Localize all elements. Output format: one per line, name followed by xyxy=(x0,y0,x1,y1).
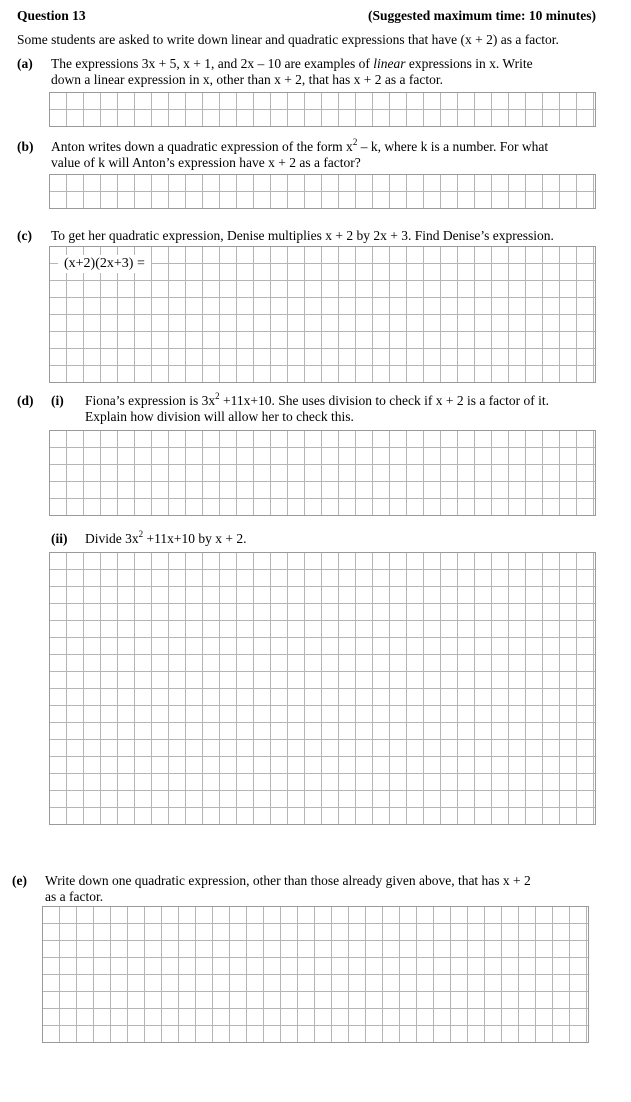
part-e-line2: as a factor. xyxy=(45,889,104,904)
answer-grid-b[interactable] xyxy=(49,174,596,209)
part-a-line2: down a linear expression in x, other than x + 2, that has x + 2 as a factor. xyxy=(51,72,444,87)
part-b-line2: value of k will Anton’s expression have x + 2 as a factor? xyxy=(51,155,361,170)
part-c-prefill: (x+2)(2x+3) = xyxy=(58,255,151,273)
part-a-label: (a) xyxy=(17,56,33,71)
part-c-line1: To get her quadratic expression, Denise multiplies x + 2 by 2x + 3. Find Denise’s expression. xyxy=(51,228,554,243)
answer-grid-d-i[interactable] xyxy=(49,430,596,516)
suggested-time: (Suggested maximum time: 10 minutes) xyxy=(368,8,596,23)
part-d-i-line2: Explain how division will allow her to check this. xyxy=(85,409,354,424)
part-a-line1: The expressions 3x + 5, x + 1, and 2x – 10 are examples of linear expressions in x. Write xyxy=(51,56,533,71)
part-d-i-label: (i) xyxy=(51,393,64,408)
part-e-line1: Write down one quadratic expression, other than those already given above, that has x + 2 xyxy=(45,873,531,888)
part-b-label: (b) xyxy=(17,139,34,154)
part-e-label: (e) xyxy=(12,873,27,888)
intro-text: Some students are asked to write down linear and quadratic expressions that have (x + 2) as a factor. xyxy=(17,32,559,47)
part-d-ii-line: Divide $3x^2 +11x+10$ by x + 2. xyxy=(85,529,247,546)
part-d-label: (d) xyxy=(17,393,34,408)
answer-grid-e[interactable] xyxy=(42,906,589,1043)
part-b-line1: Anton writes down a quadratic expression of the form $x^2$ – k, where k is a number. For what xyxy=(51,137,549,154)
part-d-i-line1: Fiona’s expression is $3x^2 +11x+10$. She uses division to check if x + 2 is a factor of it. xyxy=(85,391,550,408)
answer-grid-a[interactable] xyxy=(49,92,596,127)
part-c-label: (c) xyxy=(17,228,32,243)
part-d-ii-label: (ii) xyxy=(51,531,68,546)
answer-grid-d-ii[interactable] xyxy=(49,552,596,825)
question-title: Question 13 xyxy=(17,8,86,23)
